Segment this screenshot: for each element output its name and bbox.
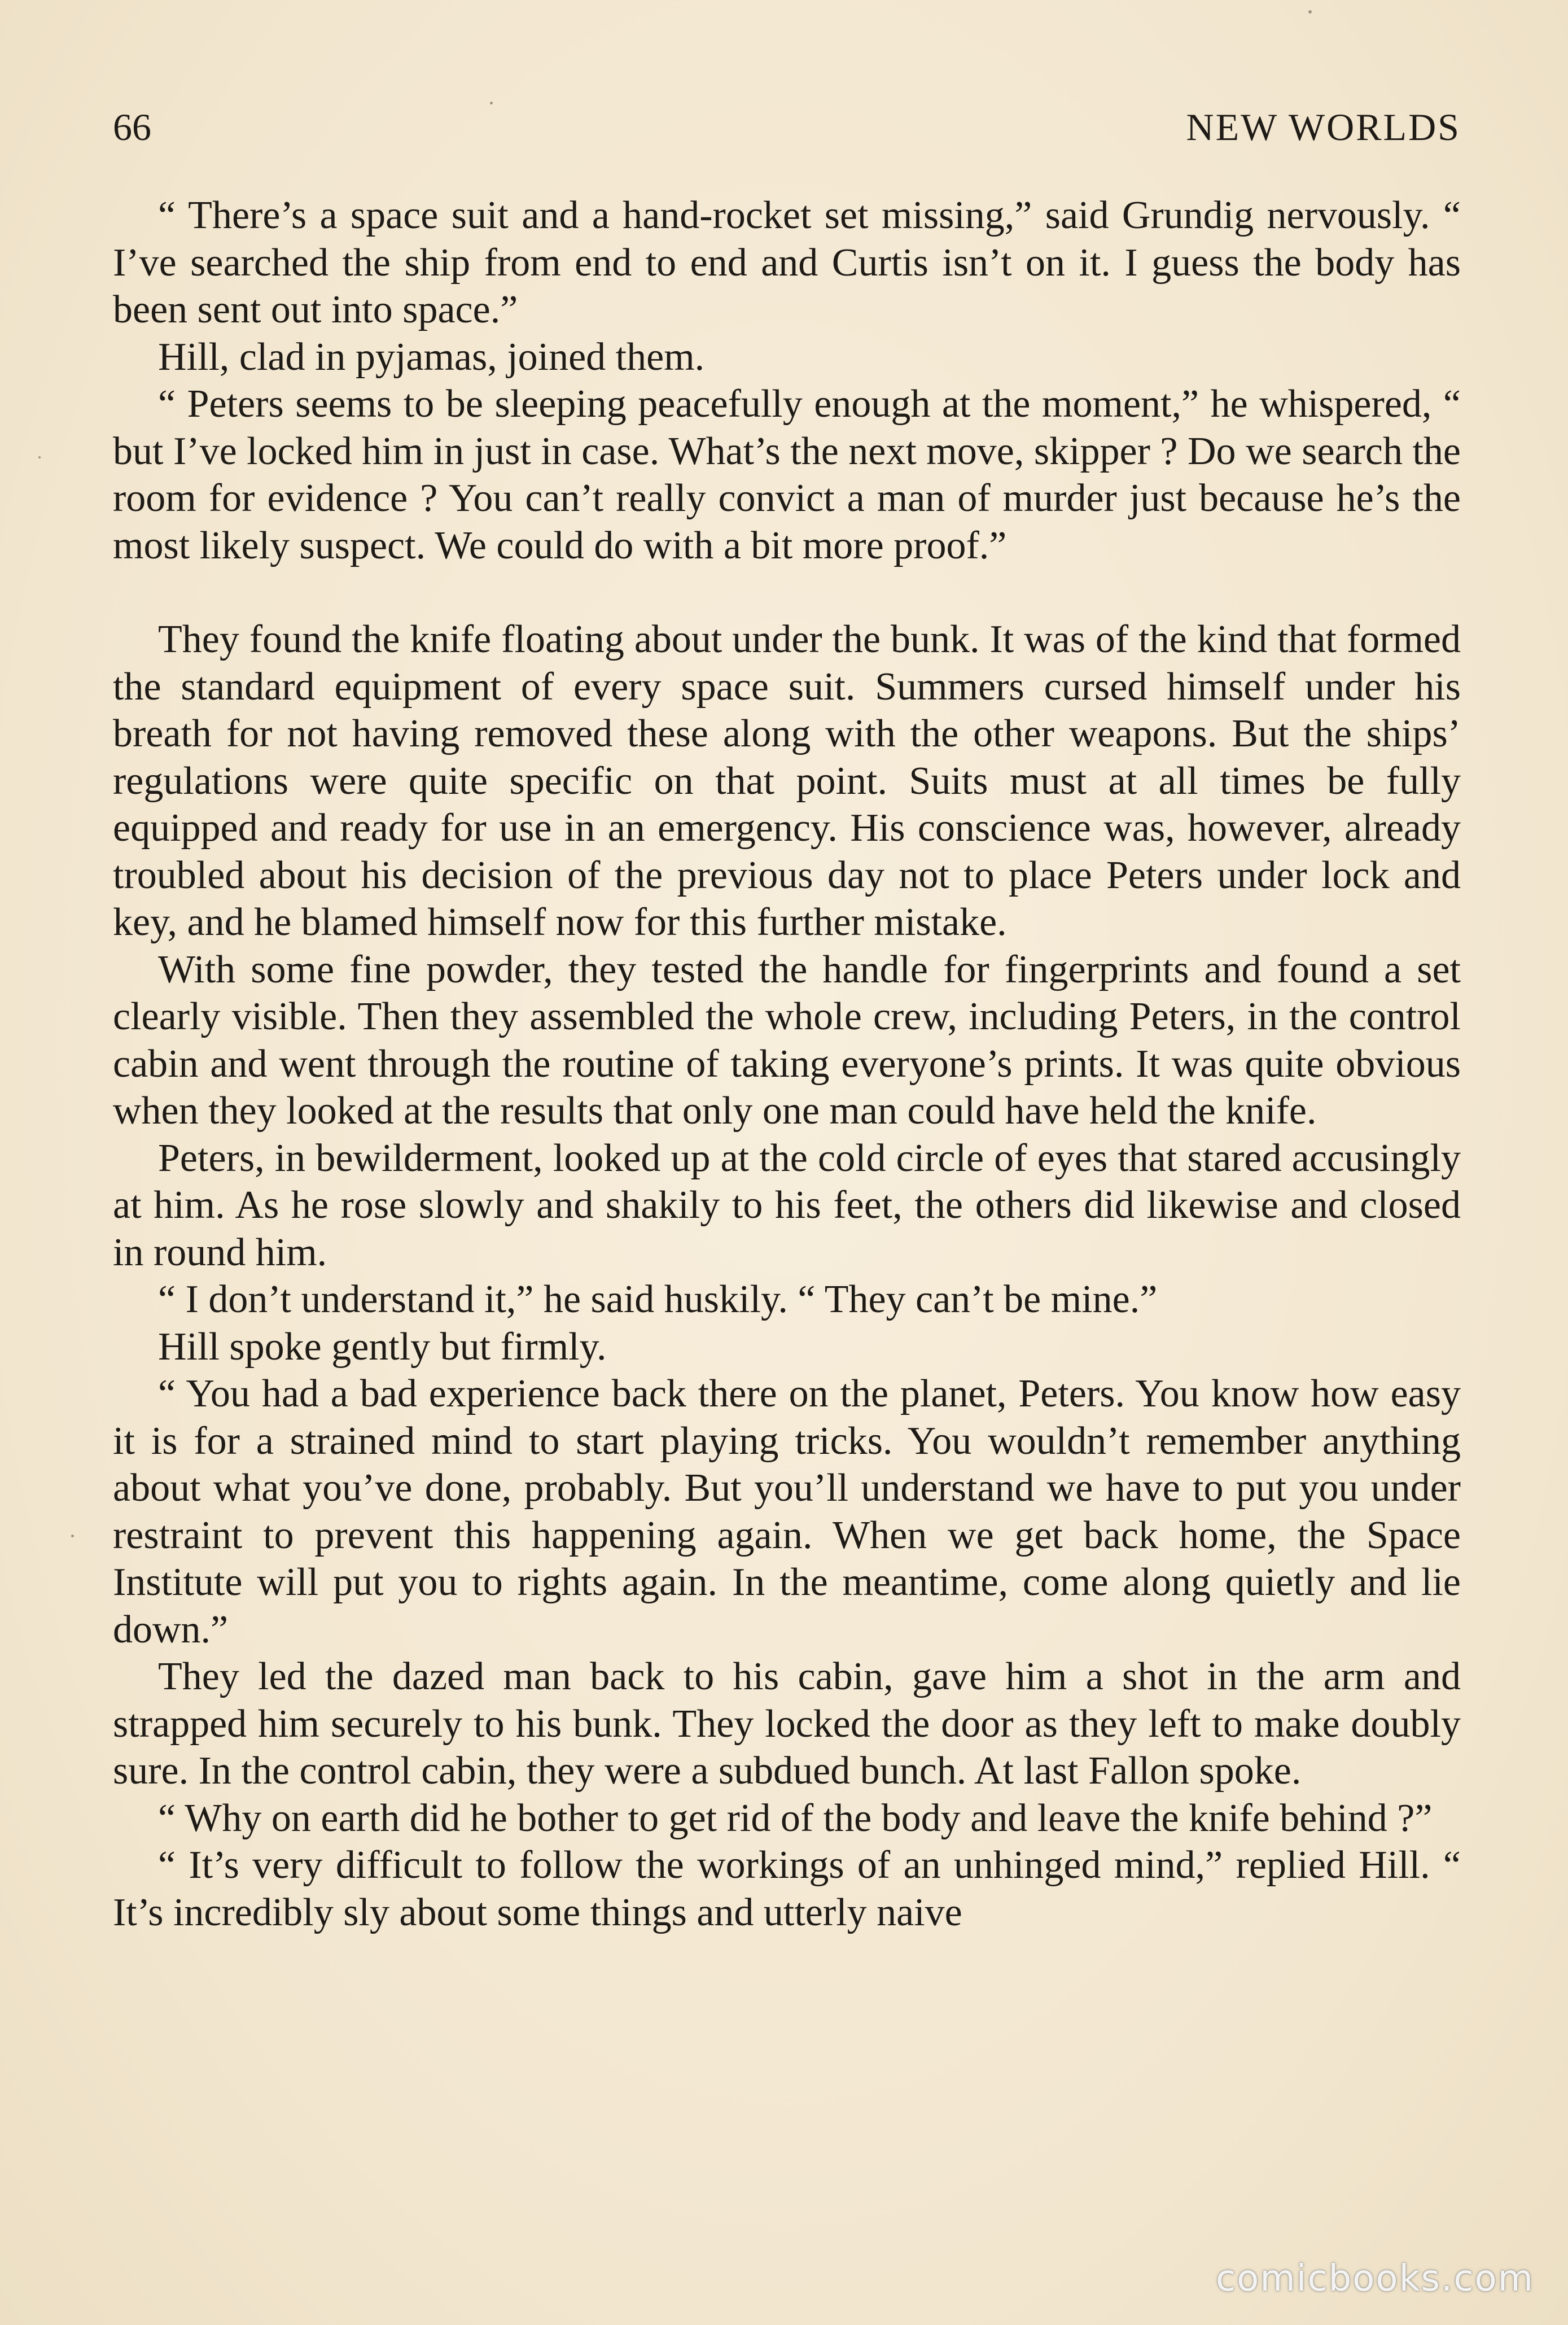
ink-speck [38,456,41,458]
paragraph: “ You had a bad experience back there on the planet, Peters. You know how easy it is for a strained mind to start playing tricks. You wouldn’t remember anything about what you’ve done, probably. But you’ll understand we have to put you under restraint to prevent this happening again. When we get back home, the Space Institute will put you to rights again. In the meantime, come along quietly and lie down.” [113,1372,1461,1651]
ink-speck [1308,10,1312,14]
paragraph: “ Why on earth did he bother to get rid of the body and leave the knife behind ?” [158,1796,1433,1840]
body-text [113,192,1461,1936]
paragraph: “ There’s a space suit and a hand-rocket set missing,” said Grundig nervously. “ I’ve searched the ship from end to end and Curtis isn’t on it. I guess the body has been sent out into space.” [113,194,1461,331]
paragraph: They found the knife floating about under the bunk. It was of the kind that formed the standard equipment of every space suit. Summers cursed himself under his breath for not having removed these along with the other weapons. But the ships’ regulations were quite specific on that point. Suits must at all times be fully equipped and ready for use in an emergency. His conscience was, however, already troubled about his decision of the previous day not to place Peters under lock and key, and he blamed himself now for this further mistake. [113,618,1461,944]
paragraph: Peters, in bewilderment, looked up at the cold circle of eyes that stared accusingly at him. As he rose slowly and shakily to his feet, the others did likewise and closed in round him. [113,1136,1461,1274]
paragraph: With some fine powder, they tested the handle for fingerprints and found a set clearly visible. Then they assembled the whole crew, including Peters, in the control cabin and went through the routine of taking everyone’s prints. It was quite obvious when they looked at the results that only one man could have held the knife. [113,947,1461,1133]
ink-speck [71,1535,74,1537]
paragraph: Hill, clad in pyjamas, joined them. [158,335,705,379]
page-header [113,96,1461,158]
paragraph: “ I don’t understand it,” he said huskily. “ They can’t be mine.” [158,1278,1158,1321]
paragraph: They led the dazed man back to his cabin, gave him a shot in the arm and strapped him securely to his bunk. They locked the door as they left to make doubly sure. In the control cabin, they were a subdued bunch. At last Fallon spoke. [113,1655,1461,1793]
paragraph: “ It’s very difficult to follow the workings of an unhinged mind,” replied Hill. “ It’s incredibly sly about some things and utterly naive [113,1843,1461,1934]
paragraph: Hill spoke gently but firmly. [158,1325,607,1369]
running-head: NEW WORLDS [1186,106,1461,148]
section-break [113,569,1461,616]
paragraph: “ Peters seems to be sleeping peacefully enough at the moment,” he whispered, “ but I’ve locked him in just in case. What’s the next move, skipper ? Do we search the room for evidence ? You can’t really convict a man of murder just because he’s the most likely suspect. We could do with a bit more proof.” [113,382,1461,567]
page-number: 66 [113,106,151,148]
watermark: comicbooks.com [1215,2258,1534,2300]
